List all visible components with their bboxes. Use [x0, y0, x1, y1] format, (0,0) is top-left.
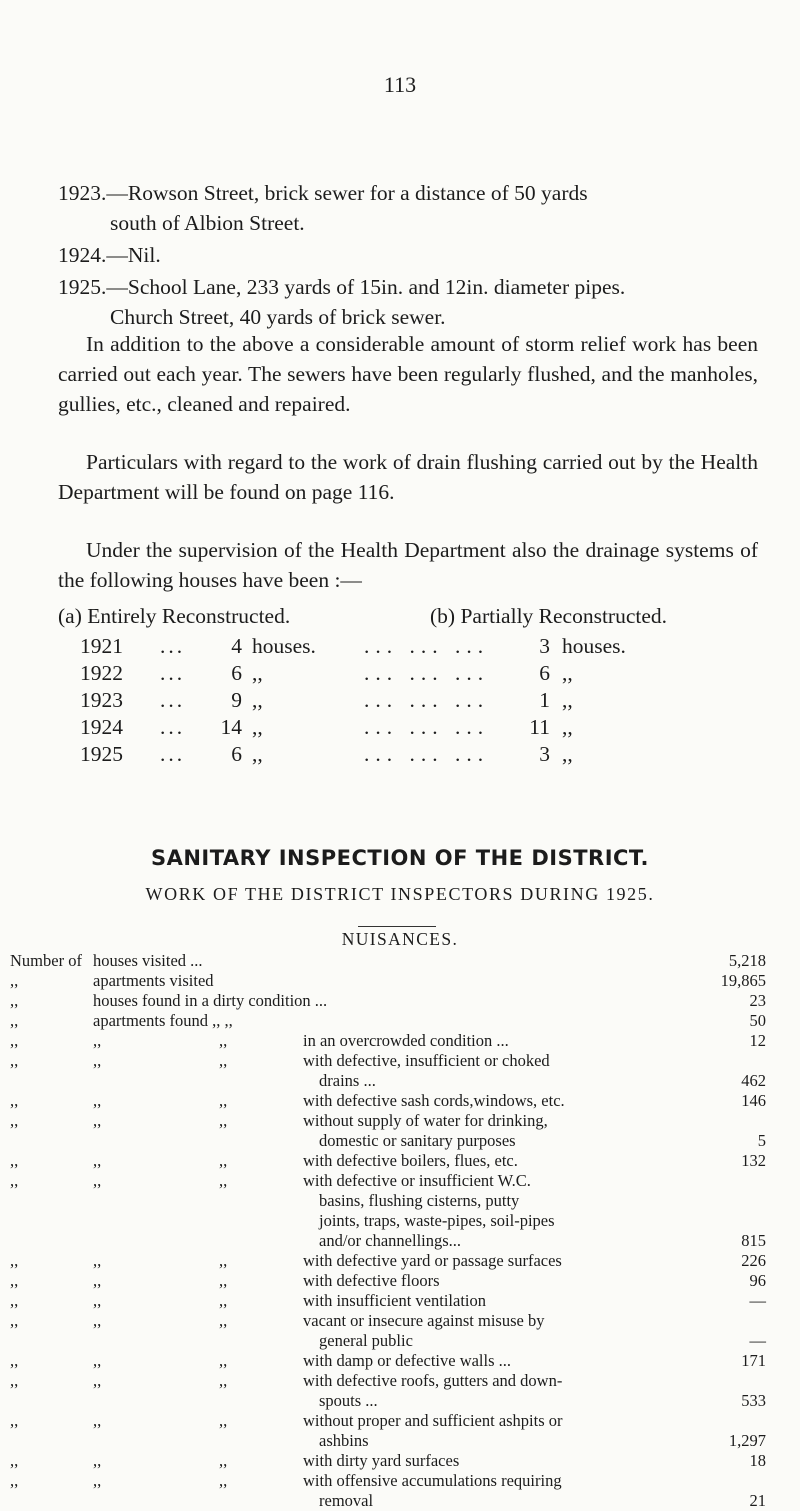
nuisance-description	[303, 1291, 663, 1311]
nuisance-count: 50	[749, 1011, 766, 1030]
nuisance-row	[0, 1291, 800, 1311]
history-entry	[58, 272, 758, 332]
leader-dots: ...	[160, 661, 186, 685]
nuisance-ditto-3: ,,	[219, 1291, 228, 1310]
nuisance-ditto-2: ,,	[93, 1111, 102, 1130]
nuisance-count: 1,297	[728, 1431, 766, 1450]
nuisance-ditto-1: ,,	[10, 1351, 19, 1370]
leader-dots: ... ... ...	[364, 661, 490, 685]
nuisance-description-text: with dirty yard surfaces	[303, 1451, 460, 1470]
houses-row	[58, 686, 778, 713]
houses-year: 1923	[80, 688, 123, 712]
entirely-count: 9	[231, 688, 242, 712]
nuisance-row	[0, 1171, 800, 1251]
nuisance-ditto-1: ,,	[10, 1251, 19, 1270]
nuisance-ditto-1: ,,	[10, 991, 19, 1010]
nuisance-ditto-3: ,,	[219, 1411, 228, 1430]
nuisance-description-continuation: domestic or sanitary purposes	[319, 1131, 516, 1150]
nuisance-ditto-3: ,,	[219, 1351, 228, 1370]
nuisance-description	[303, 1311, 663, 1351]
nuisance-description-continuation: joints, traps, waste-pipes, soil-pipes	[319, 1211, 555, 1230]
nuisance-ditto-3: ,,	[219, 1171, 228, 1190]
nuisance-description	[93, 991, 678, 1011]
nuisance-description-text: houses visited ...	[93, 951, 203, 970]
nuisance-ditto-1: ,,	[10, 1051, 19, 1070]
nuisance-count: 19,865	[720, 971, 766, 990]
nuisance-row	[0, 991, 800, 1011]
paragraph-text: In addition to the above a considerable amount of storm relief work has been carried out each year. The sewers have been regularly flushed, and the manholes, gullies, etc., cleaned and repaired.	[58, 332, 758, 416]
nuisance-ditto-2: ,,	[93, 1171, 102, 1190]
nuisance-ditto-3: ,,	[219, 1451, 228, 1470]
nuisance-count: 132	[741, 1151, 766, 1170]
nuisance-ditto-2: ,,	[93, 1371, 102, 1390]
entirely-unit: houses.	[252, 634, 316, 658]
history-entry-continuation: Church Street, 40 yards of brick sewer.	[110, 305, 446, 329]
nuisance-ditto-3: ,,	[219, 1311, 228, 1330]
nuisance-description-continuation: and/or channellings...	[319, 1231, 462, 1250]
nuisance-count: 5,218	[728, 951, 766, 970]
nuisance-description-continuation: spouts ...	[319, 1391, 378, 1410]
nuisance-row	[0, 1031, 800, 1051]
leader-dots: ... ... ...	[364, 742, 490, 766]
houses-year: 1921	[80, 634, 123, 658]
nuisance-count: 533	[741, 1391, 766, 1410]
nuisance-description-continuation: general public	[319, 1331, 413, 1350]
houses-row	[58, 632, 778, 659]
partially-count: 6	[539, 661, 550, 685]
nuisance-description-text: houses found in a dirty condition ...	[93, 991, 328, 1010]
nuisance-description	[93, 951, 678, 971]
nuisance-description-text: apartments found ,, ,,	[93, 1011, 233, 1030]
nuisance-ditto-1: ,,	[10, 1291, 19, 1310]
nuisance-description-text: with insufficient ventilation	[303, 1291, 486, 1310]
nuisance-count: 18	[749, 1451, 766, 1470]
nuisance-ditto-3: ,,	[219, 1471, 228, 1490]
nuisance-row	[0, 1311, 800, 1351]
nuisance-description-continuation: basins, flushing cisterns, putty	[319, 1191, 520, 1210]
nuisance-description	[303, 1171, 663, 1251]
partially-unit: ,,	[562, 715, 573, 739]
nuisance-ditto-3: ,,	[219, 1111, 228, 1130]
nuisance-ditto-1: Number of	[10, 951, 82, 970]
houses-year: 1925	[80, 742, 123, 766]
history-entry	[58, 240, 758, 270]
nuisance-description-continuation: removal	[319, 1491, 374, 1510]
nuisance-ditto-1: ,,	[10, 1111, 19, 1130]
nuisance-ditto-3: ,,	[219, 1371, 228, 1390]
paragraph-text: Under the supervision of the Health Department also the drainage systems of the following houses have been :—	[58, 538, 758, 592]
nuisance-description-text: with defective, insufficient or choked	[303, 1051, 550, 1070]
entirely-unit: ,,	[252, 661, 263, 685]
nuisance-description-text: with defective boilers, flues, etc.	[303, 1151, 518, 1170]
nuisance-ditto-3: ,,	[219, 1091, 228, 1110]
houses-row	[58, 713, 778, 740]
section-title: SANITARY INSPECTION OF THE DISTRICT.	[150, 846, 650, 870]
nuisance-description-text: with defective sash cords,windows, etc.	[303, 1091, 565, 1110]
houses-year: 1924	[80, 715, 123, 739]
nuisance-description	[303, 1371, 663, 1411]
drain-flushing-paragraph	[58, 447, 758, 507]
nuisance-ditto-3: ,,	[219, 1051, 228, 1070]
supervision-paragraph	[58, 535, 758, 595]
reconstructed-houses-table	[58, 602, 778, 767]
nuisance-description	[303, 1051, 663, 1091]
nuisance-ditto-2: ,,	[93, 1451, 102, 1470]
nuisance-description-text: with defective roofs, gutters and down-	[303, 1371, 563, 1390]
nuisance-ditto-2: ,,	[93, 1151, 102, 1170]
heading-rule	[358, 926, 436, 927]
sewer-works-list	[58, 178, 758, 332]
nuisance-ditto-1: ,,	[10, 1271, 19, 1290]
nuisance-description	[303, 1451, 663, 1471]
nuisance-ditto-1: ,,	[10, 1171, 19, 1190]
nuisance-row	[0, 971, 800, 991]
nuisance-row	[0, 1151, 800, 1171]
nuisance-ditto-2: ,,	[93, 1091, 102, 1110]
nuisance-ditto-1: ,,	[10, 1311, 19, 1330]
nuisance-ditto-2: ,,	[93, 1351, 102, 1370]
history-entry-lead: 1924.—Nil.	[58, 243, 161, 267]
partially-reconstructed-heading: (b) Partially Reconstructed.	[430, 604, 668, 628]
nuisance-row	[0, 951, 800, 971]
nuisance-ditto-3: ,,	[219, 1031, 228, 1050]
houses-row	[58, 659, 778, 686]
nuisance-ditto-3: ,,	[219, 1151, 228, 1170]
nuisance-description	[303, 1271, 663, 1291]
nuisance-ditto-2: ,,	[93, 1251, 102, 1270]
leader-dots: ... ... ...	[364, 688, 490, 712]
nuisance-count: 21	[749, 1491, 766, 1510]
houses-row	[58, 740, 778, 767]
history-entry-lead: 1925.—School Lane, 233 yards of 15in. and 12in. diameter pipes.	[58, 275, 626, 299]
nuisance-description	[303, 1111, 663, 1151]
nuisance-description-text: without proper and sufficient ashpits or	[303, 1411, 563, 1430]
storm-relief-paragraph	[58, 329, 758, 419]
entirely-count: 6	[231, 661, 242, 685]
nuisance-row	[0, 1051, 800, 1091]
nuisance-ditto-1: ,,	[10, 1451, 19, 1470]
entirely-reconstructed-heading: (a) Entirely Reconstructed.	[58, 604, 291, 628]
history-entry	[58, 178, 758, 238]
nuisance-description	[303, 1251, 663, 1271]
partially-count: 3	[539, 634, 550, 658]
nuisance-count: 146	[741, 1091, 766, 1110]
leader-dots: ... ... ...	[364, 634, 490, 658]
nuisance-count: 5	[757, 1131, 766, 1150]
leader-dots: ...	[160, 634, 186, 658]
nuisance-count: —	[749, 1331, 766, 1350]
entirely-count: 4	[231, 634, 242, 658]
nuisances-heading: NUISANCES.	[341, 929, 459, 949]
nuisance-count: 23	[749, 991, 766, 1010]
nuisance-ditto-1: ,,	[10, 1371, 19, 1390]
partially-unit: ,,	[562, 688, 573, 712]
nuisance-ditto-2: ,,	[93, 1311, 102, 1330]
nuisance-ditto-1: ,,	[10, 971, 19, 990]
nuisance-description	[303, 1471, 663, 1511]
nuisance-row	[0, 1011, 800, 1031]
nuisance-description-text: with defective or insufficient W.C.	[303, 1171, 531, 1190]
nuisance-ditto-1: ,,	[10, 1471, 19, 1490]
partially-unit: ,,	[562, 661, 573, 685]
nuisance-description	[93, 971, 678, 991]
nuisance-ditto-2: ,,	[93, 1411, 102, 1430]
nuisance-count: 226	[741, 1251, 766, 1270]
entirely-unit: ,,	[252, 688, 263, 712]
nuisance-row	[0, 1451, 800, 1471]
nuisance-description-text: with defective yard or passage surfaces	[303, 1251, 562, 1270]
nuisance-description	[303, 1351, 663, 1371]
houses-table-header	[58, 602, 778, 632]
partially-count: 11	[529, 715, 550, 739]
nuisance-description-text: in an overcrowded condition ...	[303, 1031, 509, 1050]
nuisance-ditto-2: ,,	[93, 1471, 102, 1490]
partially-unit: ,,	[562, 742, 573, 766]
nuisance-description-text: with offensive accumulations requiring	[303, 1471, 562, 1490]
nuisance-count: —	[749, 1291, 766, 1310]
nuisance-count: 815	[741, 1231, 766, 1250]
history-entry-lead: 1923.—Rowson Street, brick sewer for a distance of 50 yards	[58, 181, 588, 205]
page-number: 113	[383, 72, 417, 97]
nuisance-description	[303, 1091, 663, 1111]
nuisance-description-text: with defective floors	[303, 1271, 440, 1290]
leader-dots: ... ... ...	[364, 715, 490, 739]
houses-year: 1922	[80, 661, 123, 685]
nuisance-ditto-1: ,,	[10, 1011, 19, 1030]
nuisance-row	[0, 1351, 800, 1371]
nuisance-row	[0, 1251, 800, 1271]
nuisance-ditto-1: ,,	[10, 1031, 19, 1050]
nuisance-ditto-3: ,,	[219, 1271, 228, 1290]
nuisance-count: 171	[741, 1351, 766, 1370]
nuisance-description-continuation: ashbins	[319, 1431, 369, 1450]
nuisance-row	[0, 1271, 800, 1291]
nuisance-ditto-1: ,,	[10, 1151, 19, 1170]
nuisance-description-text: vacant or insecure against misuse by	[303, 1311, 545, 1330]
nuisance-count: 462	[741, 1071, 766, 1090]
leader-dots: ...	[160, 688, 186, 712]
partially-unit: houses.	[562, 634, 626, 658]
nuisance-row	[0, 1471, 800, 1511]
nuisance-description	[303, 1151, 663, 1171]
nuisance-ditto-1: ,,	[10, 1091, 19, 1110]
nuisance-description-continuation: drains ...	[319, 1071, 376, 1090]
history-entry-continuation: south of Albion Street.	[110, 211, 305, 235]
nuisance-ditto-2: ,,	[93, 1051, 102, 1070]
nuisance-ditto-2: ,,	[93, 1031, 102, 1050]
nuisance-count: 96	[749, 1271, 766, 1290]
nuisance-description	[303, 1031, 663, 1051]
nuisance-row	[0, 1111, 800, 1151]
nuisance-description	[303, 1411, 663, 1451]
nuisance-description-text: with damp or defective walls ...	[303, 1351, 512, 1370]
leader-dots: ...	[160, 715, 186, 739]
entirely-count: 14	[220, 715, 242, 739]
nuisance-row	[0, 1091, 800, 1111]
nuisance-ditto-2: ,,	[93, 1291, 102, 1310]
nuisance-ditto-2: ,,	[93, 1271, 102, 1290]
partially-count: 3	[539, 742, 550, 766]
nuisance-description-text: apartments visited	[93, 971, 214, 990]
nuisance-description	[93, 1011, 678, 1031]
entirely-count: 6	[231, 742, 242, 766]
section-subtitle: WORK OF THE DISTRICT INSPECTORS DURING 1925.	[145, 884, 655, 904]
entirely-unit: ,,	[252, 715, 263, 739]
nuisance-row	[0, 1411, 800, 1451]
leader-dots: ...	[160, 742, 186, 766]
paragraph-text: Particulars with regard to the work of drain flushing carried out by the Health Department will be found on page 116.	[58, 450, 758, 504]
entirely-unit: ,,	[252, 742, 263, 766]
nuisance-count: 12	[749, 1031, 766, 1050]
partially-count: 1	[539, 688, 550, 712]
nuisance-row	[0, 1371, 800, 1411]
nuisance-ditto-3: ,,	[219, 1251, 228, 1270]
nuisance-description-text: without supply of water for drinking,	[303, 1111, 548, 1130]
nuisance-ditto-1: ,,	[10, 1411, 19, 1430]
